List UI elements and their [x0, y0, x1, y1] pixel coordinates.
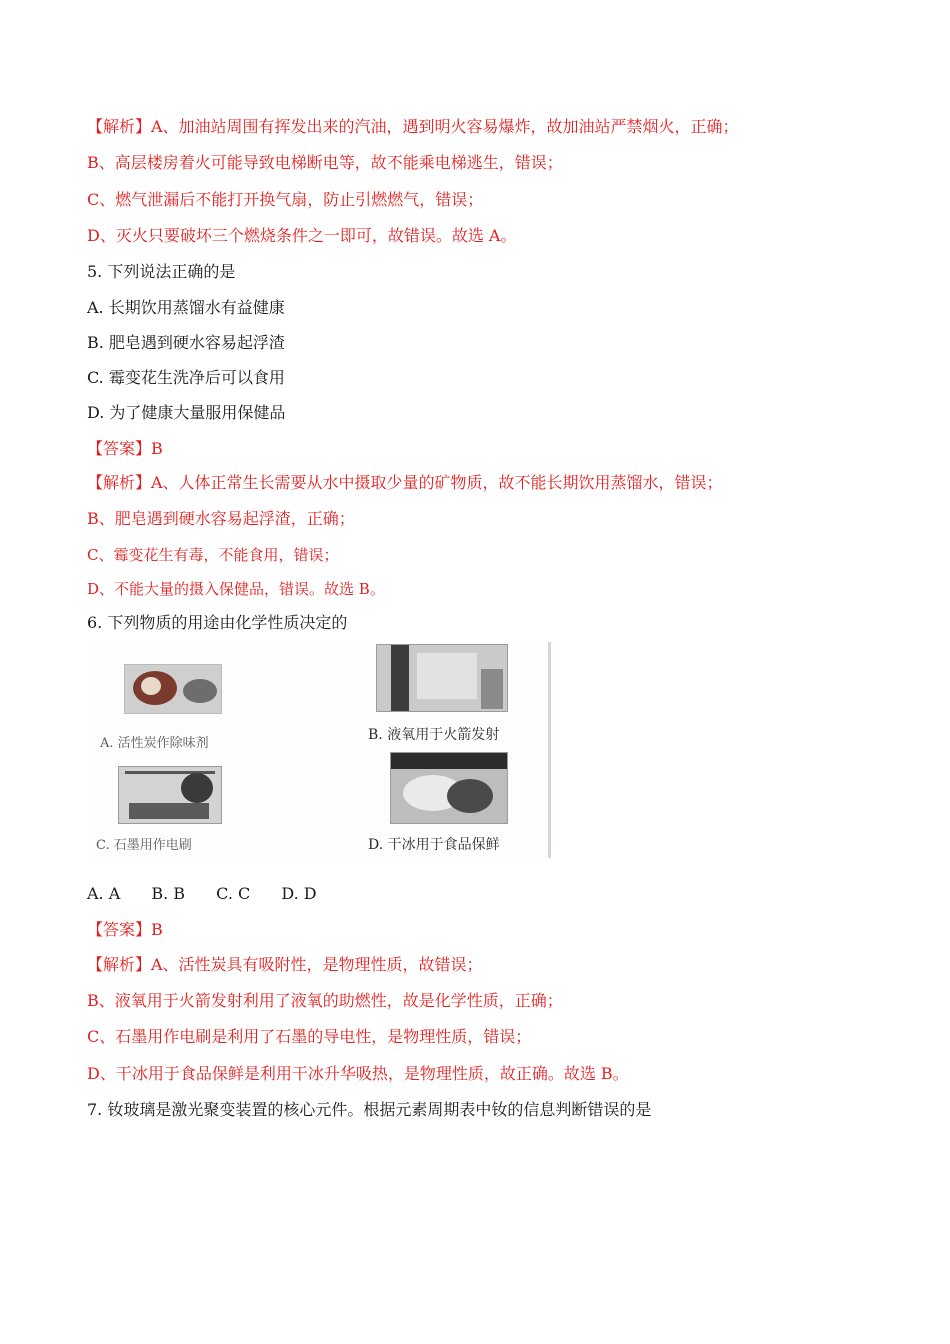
rocket-launch-image: [376, 644, 508, 712]
caption-d: D. 干冰用于食品保鲜: [368, 837, 500, 853]
q5-analysis-line-b: B、肥皂遇到硬水容易起浮渣，正确；: [87, 509, 355, 528]
q6-choice-a: A. A: [87, 884, 121, 903]
graphite-brush-image: [118, 766, 222, 824]
q6-stem: 6. 下列物质的用途由化学性质决定的: [87, 613, 348, 632]
activated-carbon-image: [124, 664, 222, 714]
caption-b: B. 液氧用于火箭发射: [368, 727, 500, 743]
dry-ice-image: [390, 752, 508, 824]
q5-option-a: A. 长期饮用蒸馏水有益健康: [87, 298, 285, 317]
q5-option-b: B. 肥皂遇到硬水容易起浮渣: [87, 333, 285, 352]
q4-analysis-line-b: B、高层楼房着火可能导致电梯断电等，故不能乘电梯逃生，错误；: [87, 153, 563, 172]
caption-a: A. 活性炭作除味剂: [100, 736, 209, 751]
q5-answer: 【答案】B: [87, 439, 163, 458]
q5-analysis-line-d: D、不能大量的摄入保健品，错误。故选 B。: [87, 580, 385, 598]
q6-analysis-line-d: D、干冰用于食品保鲜是利用干冰升华吸热，是物理性质，故正确。故选 B。: [87, 1064, 629, 1083]
q5-option-d: D. 为了健康大量服用保健品: [87, 403, 286, 422]
q6-answer: 【答案】B: [87, 920, 163, 939]
q5-stem: 5. 下列说法正确的是: [87, 262, 236, 281]
q4-analysis-line-a: 【解析】A、加油站周围有挥发出来的汽油，遇到明火容易爆炸，故加油站严禁烟火，正确；: [87, 117, 739, 136]
q6-analysis-line-a: 【解析】A、活性炭具有吸附性，是物理性质，故错误；: [87, 955, 483, 974]
q6-choice-d: D. D: [281, 884, 317, 903]
q6-analysis-line-b: B、液氧用于火箭发射利用了液氧的助燃性，故是化学性质，正确；: [87, 991, 563, 1010]
q6-choice-c: C. C: [216, 884, 251, 903]
q6-choice-b: B. B: [151, 884, 186, 903]
q6-analysis-line-c: C、石墨用作电刷是利用了石墨的导电性，是物理性质，错误；: [87, 1027, 532, 1046]
q5-analysis-line-a: 【解析】A、人体正常生长需要从水中摄取少量的矿物质，故不能长期饮用蒸馏水，错误；: [87, 473, 723, 492]
q4-analysis-line-d: D、灭火只要破坏三个燃烧条件之一即可，故错误。故选 A。: [87, 226, 517, 245]
q6-choices: [87, 884, 343, 903]
q6-figure: [88, 642, 551, 858]
q5-option-c: C. 霉变花生洗净后可以食用: [87, 368, 285, 387]
q4-analysis-line-c: C、燃气泄漏后不能打开换气扇，防止引燃燃气，错误；: [87, 190, 484, 209]
q5-analysis-line-c: C、霉变花生有毒，不能食用，错误；: [87, 546, 339, 564]
q7-stem: 7. 钕玻璃是激光聚变装置的核心元件。根据元素周期表中钕的信息判断错误的是: [87, 1100, 652, 1119]
caption-c: C. 石墨用作电刷: [96, 838, 192, 853]
